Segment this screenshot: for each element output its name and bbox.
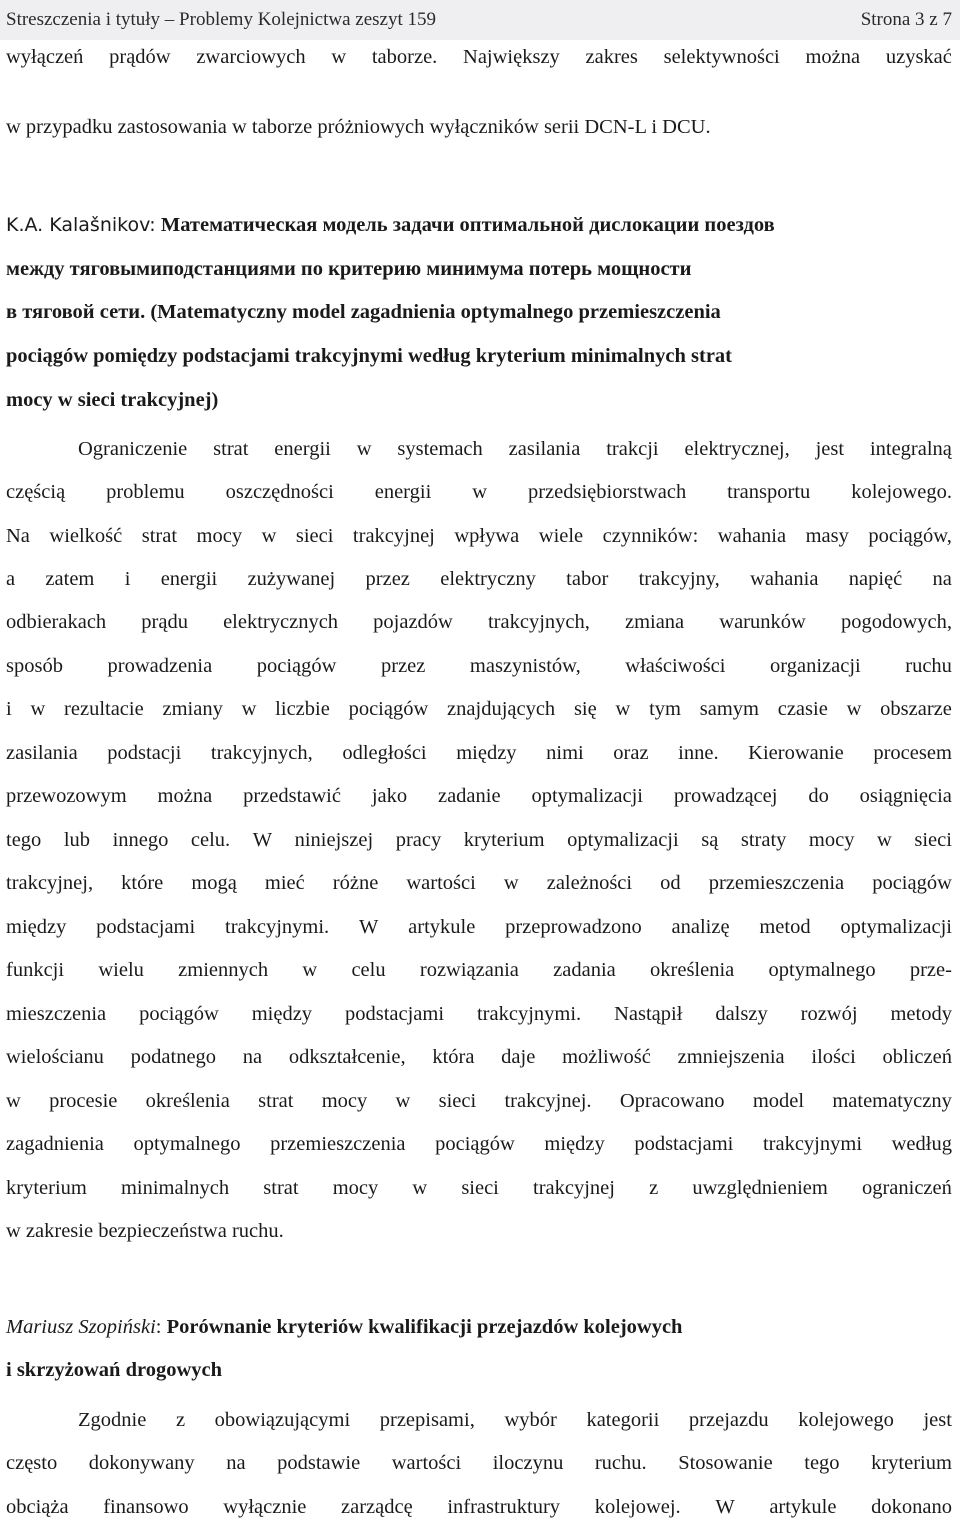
word: pracy (395, 829, 442, 851)
word: trakcyjnymi. (476, 1003, 582, 1025)
word: odbierakach (6, 611, 107, 633)
word: w (615, 698, 631, 720)
word: masy (805, 525, 849, 547)
word: możliwość (562, 1046, 651, 1068)
word: celu (351, 959, 386, 981)
word: i (6, 698, 12, 720)
word: daje (501, 1046, 536, 1068)
word: przepisami, (379, 1409, 475, 1431)
word: kryterium (871, 1452, 952, 1474)
text-line (6, 481, 952, 504)
word: zatem (45, 568, 95, 590)
word: inne. (678, 742, 719, 764)
word: finansowo (103, 1496, 189, 1518)
word: tego (804, 1452, 840, 1474)
word: artykule (769, 1496, 837, 1518)
word: sieci (438, 1090, 477, 1112)
word: w (6, 1090, 21, 1112)
word: pociągów (348, 698, 429, 720)
word: trakcyjnych, (487, 611, 590, 633)
article-title-line: mocy w sieci trakcyjnej) (6, 389, 219, 411)
word: do (808, 785, 829, 807)
word: z (649, 1177, 659, 1199)
word: rozwój (800, 1003, 858, 1025)
word: pociągów, (868, 525, 952, 547)
text-line (6, 438, 952, 461)
word: prowadzącej (673, 785, 778, 807)
word: osiągnięcia (859, 785, 952, 807)
word: pociągów (872, 872, 952, 894)
text-line (6, 698, 952, 721)
word: wahania (717, 525, 787, 547)
word: w (503, 872, 519, 894)
word: matematyczny (832, 1090, 952, 1112)
word: jako (371, 785, 408, 807)
word: samym (699, 698, 759, 720)
text-line (6, 1496, 952, 1519)
word: zwarciowych (196, 46, 306, 68)
article-title-line: pociągów pomiędzy podstacjami trakcyjnymi według kryterium minimalnych strat (6, 345, 732, 367)
word: analizę (671, 916, 730, 938)
article-title-line: между тяговымиподстанциями по критерию минимума потерь мощности (6, 258, 692, 280)
word: obliczeń (882, 1046, 952, 1068)
word: znajdujących (447, 698, 556, 720)
word: energii (374, 481, 432, 503)
word: kategorii (586, 1409, 660, 1431)
word: wartości (406, 872, 476, 894)
word: podatnego (130, 1046, 217, 1068)
word: W (252, 829, 273, 851)
word: prądu (141, 611, 188, 633)
word: częścią (6, 481, 66, 503)
word: ograniczeń (861, 1177, 952, 1199)
word: wielu (98, 959, 144, 981)
word: podstacjami (344, 1003, 445, 1025)
article-author: Mariusz Szopiński (6, 1316, 156, 1338)
word: między (456, 742, 517, 764)
text-line: w przypadku zastosowania w taborze próżniowych wyłączników serii DCN-L i DCU. (6, 116, 711, 138)
article-title-line: i skrzyżowań drogowych (6, 1359, 223, 1381)
word: elektryczny (440, 568, 536, 590)
text-line (6, 525, 952, 548)
word: metody (890, 1003, 952, 1025)
word: trakcyjnymi. (225, 916, 330, 938)
word: uzyskać (885, 46, 952, 68)
word: kolejowego (798, 1409, 894, 1431)
text-line (6, 1177, 952, 1200)
article-title-line: Mariusz Szopiński : Porównanie kryteriów kwalifikacji przejazdów kolejowych (6, 1316, 683, 1338)
text-line (6, 1409, 952, 1432)
word: wpływa (454, 525, 520, 547)
word: w (846, 698, 862, 720)
word: która (432, 1046, 475, 1068)
text-line (6, 1133, 952, 1156)
word: wyłącznie (223, 1496, 307, 1518)
word: zarządcę (341, 1496, 413, 1518)
word: podstacjami (96, 916, 196, 938)
word: zasilania (508, 438, 581, 460)
word: odkształcenie, (288, 1046, 406, 1068)
word: między (544, 1133, 605, 1155)
word: wahania (750, 568, 819, 590)
word: Na (6, 525, 30, 547)
word: często (6, 1452, 58, 1474)
word: niniejszej (294, 829, 374, 851)
word: można (157, 785, 213, 807)
word: wyłączeń (6, 46, 84, 68)
word: ilości (811, 1046, 856, 1068)
word: trakcji (606, 438, 659, 460)
word: energii (160, 568, 218, 590)
word: zadanie (437, 785, 501, 807)
word: sieci (914, 829, 952, 851)
word: uwzględnieniem (692, 1177, 828, 1199)
word: zasilania (6, 742, 78, 764)
word: zadania (553, 959, 616, 981)
word: tego (6, 829, 42, 851)
text-line (6, 959, 952, 982)
word: przedstawić (243, 785, 341, 807)
word: czasie (777, 698, 828, 720)
word: w (395, 1090, 411, 1112)
word: systemach (397, 438, 483, 460)
word: w (261, 525, 277, 547)
word: infrastruktury (447, 1496, 561, 1518)
word: pociągów (256, 655, 337, 677)
article-author: K.A. Kalašnikov: (6, 214, 156, 236)
word: z (175, 1409, 186, 1431)
word: trakcyjnej (352, 525, 435, 547)
word: sieci (461, 1177, 499, 1199)
text-line (6, 785, 952, 808)
word: sieci (295, 525, 334, 547)
word: elektrycznych (223, 611, 339, 633)
word: optymalizacji (531, 785, 644, 807)
word: się (573, 698, 597, 720)
word: Zgodnie (78, 1409, 147, 1431)
word: przez (365, 568, 410, 590)
word: rozwiązania (419, 959, 519, 981)
word: czynników: (602, 525, 699, 547)
text-line (6, 742, 952, 765)
word: strat (258, 1090, 294, 1112)
text-line: w zakresie bezpieczeństwa ruchu. (6, 1220, 284, 1242)
word: strat (213, 438, 249, 460)
word: trakcyjny, (638, 568, 720, 590)
word: strat (263, 1177, 299, 1199)
word: kolejowej. (594, 1496, 681, 1518)
text-line (6, 46, 952, 69)
word: minimalnych (120, 1177, 230, 1199)
word: trakcyjnych, (210, 742, 313, 764)
word: model (752, 1090, 805, 1112)
article-title-pl: (Matematyczny model zagadnienia optymalnego przemieszczenia (150, 301, 721, 323)
word: określenia (145, 1090, 230, 1112)
word: w (30, 698, 46, 720)
word: a (6, 568, 16, 590)
word: obciąża (6, 1496, 69, 1518)
word: które (121, 872, 164, 894)
word: Nastąpił (614, 1003, 683, 1025)
word: nimi (546, 742, 584, 764)
word: obszarze (880, 698, 952, 720)
word: zmniejszenia (677, 1046, 785, 1068)
word: Stosowanie (678, 1452, 773, 1474)
word: mocy (321, 1090, 368, 1112)
word: napięć (848, 568, 903, 590)
word: jest (815, 438, 845, 460)
word: pociągów (435, 1133, 515, 1155)
article-title-line: в тяговой сети. (Matematyczny model zagadnienia optymalnego przemieszczenia (6, 301, 721, 323)
word: w (877, 829, 892, 851)
word: sposób (6, 655, 63, 677)
word: wielościanu (6, 1046, 104, 1068)
word: między (6, 916, 67, 938)
word: zależności (546, 872, 633, 894)
word: Największy (463, 46, 560, 68)
word: iloczynu (492, 1452, 564, 1474)
page-indicator: Strona 3 z 7 (860, 9, 952, 30)
word: kryterium (6, 1177, 87, 1199)
word: zakres (585, 46, 638, 68)
word: na (932, 568, 952, 590)
word: w (412, 1177, 428, 1199)
word: trakcyjnymi (762, 1133, 863, 1155)
word: podstacji (107, 742, 182, 764)
word: liczbie (275, 698, 330, 720)
word: przemieszczenia (270, 1133, 406, 1155)
word: zmiennych (178, 959, 269, 981)
word: jest (923, 1409, 952, 1431)
text-line (6, 1046, 952, 1069)
word: w (472, 481, 488, 503)
word: integralną (869, 438, 952, 460)
word: podstawie (277, 1452, 361, 1474)
word: mieć (264, 872, 305, 894)
word: prowadzenia (107, 655, 213, 677)
word: prze- (909, 959, 952, 981)
word: w (356, 438, 372, 460)
text-line (6, 1003, 952, 1026)
word: pojazdów (373, 611, 453, 633)
word: optymalnego (133, 1133, 241, 1155)
word: ruchu (905, 655, 952, 677)
word: zmiany (162, 698, 223, 720)
word: taborze. (371, 46, 438, 68)
word: przewozowym (6, 785, 127, 807)
word: dokonano (871, 1496, 952, 1518)
word: wielkość (49, 525, 123, 547)
word: procesem (873, 742, 952, 764)
word: prądów (109, 46, 171, 68)
word: od (660, 872, 681, 894)
text-line (6, 611, 952, 634)
word: mocy (196, 525, 243, 547)
word: trakcyjnej, (6, 872, 94, 894)
article-title-line (6, 214, 952, 237)
word: celu. (190, 829, 231, 851)
word: tym (649, 698, 681, 720)
word: transportu (727, 481, 811, 503)
word: właściwości (625, 655, 726, 677)
word: można (805, 46, 861, 68)
word: w (302, 959, 318, 981)
word: organizacji (770, 655, 861, 677)
word: W (715, 1496, 735, 1518)
article-title-ru: Математическая модель задачи оптимальной дислокации поездов (160, 214, 775, 236)
word: obowiązującymi (214, 1409, 351, 1431)
word: mieszczenia (6, 1003, 107, 1025)
word: optymalizacji (840, 916, 952, 938)
word: na (242, 1046, 263, 1068)
word: określenia (650, 959, 735, 981)
text-line (6, 1090, 952, 1113)
word: selektywności (663, 46, 780, 68)
word: energii (274, 438, 331, 460)
word: oraz (613, 742, 649, 764)
word: optymalizacji (567, 829, 679, 851)
word: artykule (408, 916, 476, 938)
word: lub (63, 829, 91, 851)
word: przejazdu (688, 1409, 769, 1431)
word: kolejowego. (851, 481, 952, 503)
word: tabor (566, 568, 609, 590)
word: Opracowano (619, 1090, 725, 1112)
word: różne (332, 872, 379, 894)
word: warunków (719, 611, 806, 633)
word: przemieszczenia (708, 872, 845, 894)
word: pociągów (139, 1003, 219, 1025)
word: strat (141, 525, 178, 547)
word: trakcyjnej. (504, 1090, 592, 1112)
word: według (891, 1133, 952, 1155)
word: funkcji (6, 959, 65, 981)
word: zagadnienia (6, 1133, 104, 1155)
word: procesie (49, 1090, 118, 1112)
word: dokonywany (88, 1452, 195, 1474)
word: optymalnego (768, 959, 876, 981)
word: wybór (504, 1409, 557, 1431)
text-line (6, 916, 952, 939)
word: przedsiębiorstwach (527, 481, 687, 503)
word: maszynistów, (469, 655, 581, 677)
page-header (0, 0, 960, 40)
word: dalszy (715, 1003, 768, 1025)
word: wartości (391, 1452, 462, 1474)
word: są (701, 829, 719, 851)
text-line (6, 872, 952, 895)
word: trakcyjnej (533, 1177, 615, 1199)
word: mocy (332, 1177, 379, 1199)
word: straty (740, 829, 787, 851)
word: zużywanej (247, 568, 336, 590)
word: zmiana (624, 611, 685, 633)
word: między (251, 1003, 313, 1025)
word: odległości (342, 742, 427, 764)
text-line (6, 829, 952, 852)
word: w (331, 46, 347, 68)
text-line (6, 655, 952, 678)
word: i (124, 568, 131, 590)
header-title: Streszczenia i tytuły – Problemy Kolejnictwa zeszyt 159 (6, 9, 437, 30)
text-line (6, 568, 952, 591)
word: w (241, 698, 257, 720)
word: mogą (191, 872, 237, 894)
word: Kierowanie (748, 742, 844, 764)
word: kryterium (463, 829, 545, 851)
word: przeprowadzono (505, 916, 642, 938)
text-line (6, 1452, 952, 1475)
word: problemu (106, 481, 185, 503)
word: podstacjami (634, 1133, 734, 1155)
word: ruchu. (594, 1452, 647, 1474)
word: wiele (538, 525, 584, 547)
word: oszczędności (225, 481, 334, 503)
article-title: Porównanie kryteriów kwalifikacji przejazdów kolejowych (166, 1316, 683, 1338)
word: rezultacie (64, 698, 144, 720)
word: mocy (808, 829, 855, 851)
word: na (226, 1452, 246, 1474)
word: metod (759, 916, 811, 938)
word: elektrycznej, (684, 438, 790, 460)
word: Ograniczenie (78, 438, 188, 460)
word: pogodowych, (840, 611, 952, 633)
word: innego (112, 829, 169, 851)
word: przez (381, 655, 426, 677)
word: W (358, 916, 379, 938)
